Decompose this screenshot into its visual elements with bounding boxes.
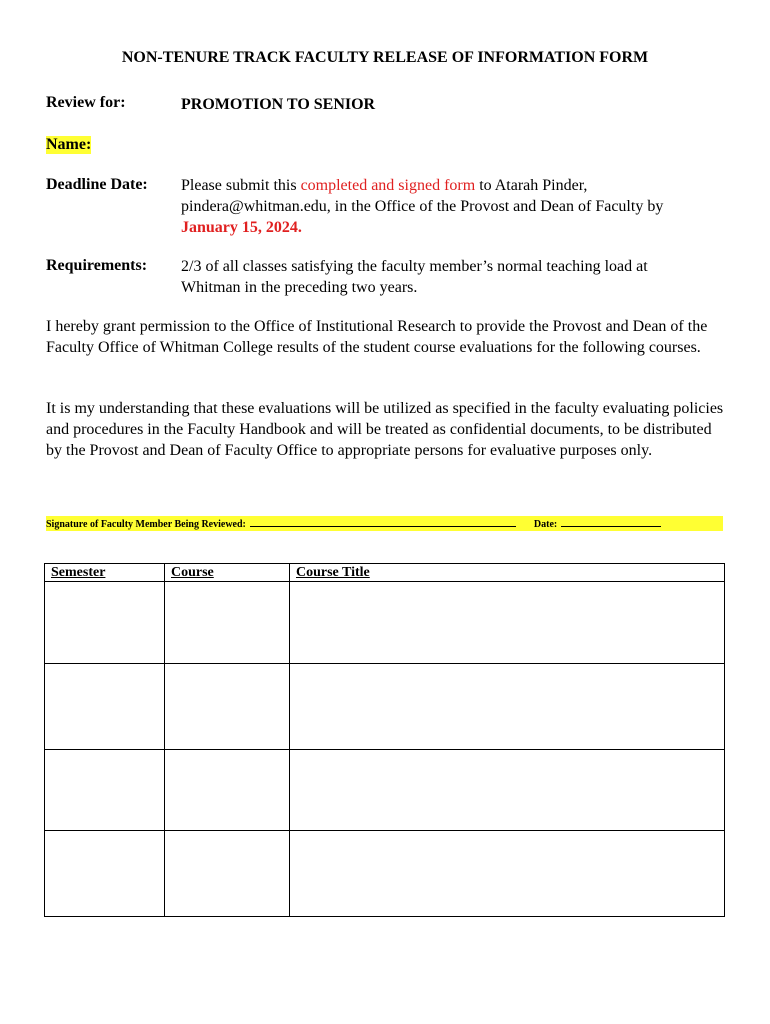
- signature-line[interactable]: [250, 516, 516, 527]
- course-title-cell[interactable]: [290, 664, 725, 750]
- semester-cell[interactable]: [45, 831, 165, 917]
- course-cell[interactable]: [165, 750, 290, 831]
- deadline-text-part: to Atarah Pinder,: [475, 177, 588, 194]
- course-title-header: Course Title: [290, 564, 725, 582]
- form-title: NON-TENURE TRACK FACULTY RELEASE OF INFORMATION FORM: [121, 49, 649, 66]
- date-label: Date:: [533, 519, 558, 530]
- deadline-email-line: pindera@whitman.edu, in the Office of the Provost and Dean of Faculty by: [181, 198, 664, 215]
- table-row: [45, 582, 725, 664]
- permission-paragraph: I hereby grant permission to the Office of Institutional Research to provide the Provost and Dean of the Faculty Office of Whitman College results of the student course evaluations for the following courses.: [46, 318, 708, 356]
- semester-header: Semester: [45, 564, 165, 582]
- semester-cell[interactable]: [45, 750, 165, 831]
- course-title-cell[interactable]: [290, 582, 725, 664]
- semester-cell[interactable]: [45, 664, 165, 750]
- requirements-label: Requirements:: [46, 257, 148, 274]
- course-header: Course: [165, 564, 290, 582]
- table-row: [45, 750, 725, 831]
- date-line[interactable]: [561, 516, 661, 527]
- course-title-cell[interactable]: [290, 750, 725, 831]
- requirements-line: 2/3 of all classes satisfying the faculty member’s normal teaching load at: [181, 258, 648, 275]
- deadline-date: January 15, 2024.: [181, 219, 302, 236]
- deadline-text-part: Please submit this: [181, 177, 301, 194]
- signature-row: [46, 516, 723, 531]
- semester-cell[interactable]: [45, 582, 165, 664]
- signature-label: Signature of Faculty Member Being Reviewed:: [46, 519, 246, 530]
- course-cell[interactable]: [165, 582, 290, 664]
- table-header-row: [45, 564, 725, 582]
- course-cell[interactable]: [165, 831, 290, 917]
- requirements-line: Whitman in the preceding two years.: [181, 279, 418, 296]
- course-title-cell[interactable]: [290, 831, 725, 917]
- review-label: Review for:: [46, 94, 126, 111]
- courses-table: [44, 563, 725, 917]
- review-value: PROMOTION TO SENIOR: [181, 96, 376, 113]
- course-cell[interactable]: [165, 664, 290, 750]
- deadline-label: Deadline Date:: [46, 176, 148, 193]
- deadline-highlight: completed and signed form: [300, 177, 476, 194]
- requirements-text: [181, 256, 726, 298]
- deadline-text: [181, 175, 726, 238]
- table-row: [45, 664, 725, 750]
- table-row: [45, 831, 725, 917]
- understanding-paragraph: It is my understanding that these evaluations will be utilized as specified in the faculty evaluating policies and procedures in the Faculty Handbook and will be treated as confidential documents, to be distributed by the Provost and Dean of Faculty Office to appropriate persons for evaluative purposes only.: [46, 400, 724, 459]
- name-label: Name:: [46, 136, 92, 153]
